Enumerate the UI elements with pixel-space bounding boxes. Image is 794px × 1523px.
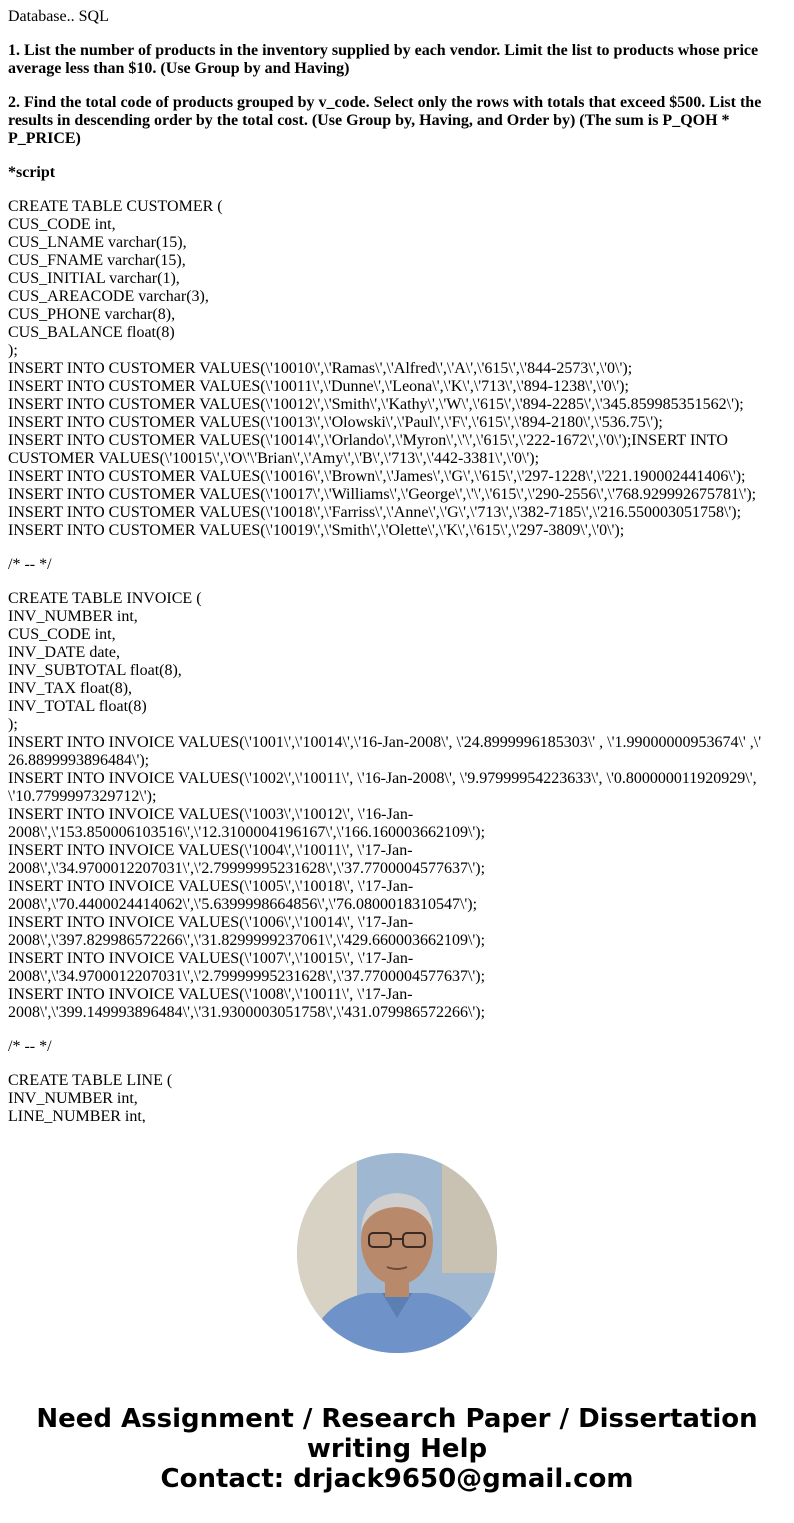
- code-line: INSERT INTO CUSTOMER VALUES(\'10012\',\'Smith\',\'Kathy\',\'W\',\'615\',\'894-2285\',\'345.859985351562\');: [8, 396, 744, 413]
- code-line: INSERT INTO CUSTOMER VALUES(\'10017\',\'Williams\',\'George\',\'\',\'615\',\'290-2556\',\'768.929992675781\');: [8, 486, 757, 503]
- code-line: CUS_INITIAL varchar(1),: [8, 270, 180, 287]
- code-line: CUS_CODE int,: [8, 626, 116, 643]
- question-2: 2. Find the total code of products grouped by v_code. Select only the rows with totals that exceed $500. List the results in descending order by the total cost. (Use Group by, Having, and Order by) (The sum is P_QOH * P_PRICE): [8, 94, 762, 147]
- code-line: CUS_PHONE varchar(8),: [8, 306, 176, 323]
- code-line: INSERT INTO INVOICE VALUES(\'1003\',\'10012\', \'16-Jan-2008\',\'153.850006103516\',\'12.3100004196167\',\'166.160003662109\');: [8, 806, 486, 841]
- code-line: INSERT INTO INVOICE VALUES(\'1001\',\'10014\',\'16-Jan-2008\', \'24.8999996185303\' , \'1.99000000953674\' ,\' 26.8899993896484\');: [8, 734, 762, 769]
- code-line: );: [8, 342, 18, 359]
- line-script: [8, 1072, 786, 1123]
- invoice-script: [8, 590, 786, 1022]
- code-line: INSERT INTO INVOICE VALUES(\'1006\',\'10014\', \'17-Jan-2008\',\'397.829986572266\',\'31.8299999237061\',\'429.660003662109\');: [8, 914, 486, 949]
- code-line: INSERT INTO INVOICE VALUES(\'1005\',\'10018\', \'17-Jan-2008\',\'70.4400024414062\',\'5.6399998664856\',\'76.0800018310547\');: [8, 878, 478, 913]
- code-line: INSERT INTO CUSTOMER VALUES(\'10018\',\'Farriss\',\'Anne\',\'G\',\'713\',\'382-7185\',\'216.550003051758\');: [8, 504, 742, 521]
- code-line: CUS_AREACODE varchar(3),: [8, 288, 209, 305]
- footer-banner: [0, 1404, 794, 1494]
- photo-wall-right: [442, 1153, 497, 1273]
- document-title: Database.. SQL: [8, 8, 109, 25]
- code-line: );: [8, 716, 18, 733]
- code-line: LINE_NUMBER int,: [8, 1108, 146, 1123]
- code-line: CUS_CODE int,: [8, 216, 116, 233]
- code-line: INSERT INTO INVOICE VALUES(\'1004\',\'10011\', \'17-Jan-2008\',\'34.9700012207031\',\'2.79999995231628\',\'37.7700004577637\');: [8, 842, 486, 877]
- code-line: INSERT INTO INVOICE VALUES(\'1002\',\'10011\', \'16-Jan-2008\', \'9.97999954223633\', \'0.800000011920929\', \'10.7799997329712\');: [8, 770, 757, 805]
- separator: /* -- */: [8, 1038, 52, 1055]
- code-line: INSERT INTO CUSTOMER VALUES(\'10011\',\'Dunne\',\'Leona\',\'K\',\'713\',\'894-1238\',\'0\');: [8, 378, 629, 395]
- footer-contact-text: Contact: drjack9650@gmail.com: [160, 1464, 634, 1494]
- code-line: INV_TAX float(8),: [8, 680, 133, 697]
- code-line: CUS_BALANCE float(8): [8, 324, 175, 341]
- code-line: CREATE TABLE INVOICE (: [8, 590, 202, 607]
- footer-help-text: Need Assignment / Research Paper / Dissertation writing Help: [36, 1404, 758, 1464]
- code-line: INSERT INTO INVOICE VALUES(\'1008\',\'10011\', \'17-Jan-2008\',\'399.149993896484\',\'31.9300003051758\',\'431.079986572266\');: [8, 986, 486, 1021]
- code-line: CUS_FNAME varchar(15),: [8, 252, 186, 269]
- code-line: CUS_LNAME varchar(15),: [8, 234, 187, 251]
- document-body: [8, 8, 786, 1123]
- code-line: INSERT INTO CUSTOMER VALUES(\'10016\',\'Brown\',\'James\',\'G\',\'615\',\'297-1228\',\'221.190002441406\');: [8, 468, 746, 485]
- code-line: INV_DATE date,: [8, 644, 120, 661]
- code-line: INV_SUBTOTAL float(8),: [8, 662, 182, 679]
- customer-script: [8, 198, 786, 540]
- author-portrait-image: [297, 1153, 497, 1353]
- code-line: INSERT INTO CUSTOMER VALUES(\'10014\',\'Orlando\',\'Myron\',\'\',\'615\',\'222-1672\',\'0\');INSERT INTO CUSTOMER VALUES(\'10015\',\'O\'\'Brian\',\'Amy\',\'B\',\'713\',\'442-3381\',\'0\');: [8, 432, 728, 467]
- code-line: INV_TOTAL float(8): [8, 698, 147, 715]
- code-line: INSERT INTO CUSTOMER VALUES(\'10019\',\'Smith\',\'Olette\',\'K\',\'615\',\'297-3809\',\'0\');: [8, 522, 625, 539]
- code-line: INV_NUMBER int,: [8, 608, 138, 625]
- code-line: INSERT INTO INVOICE VALUES(\'1007\',\'10015\', \'17-Jan-2008\',\'34.9700012207031\',\'2.79999995231628\',\'37.7700004577637\');: [8, 950, 486, 985]
- script-label: *script: [8, 164, 56, 181]
- code-line: CREATE TABLE CUSTOMER (: [8, 198, 223, 215]
- author-photo: [297, 1153, 497, 1353]
- question-1: 1. List the number of products in the inventory supplied by each vendor. Limit the list to products whose price average less than $10. (Use Group by and Having): [8, 42, 759, 77]
- code-line: INV_NUMBER int,: [8, 1090, 138, 1107]
- code-line: INSERT INTO CUSTOMER VALUES(\'10010\',\'Ramas\',\'Alfred\',\'A\',\'615\',\'844-2573\',\'0\');: [8, 360, 633, 377]
- code-line: CREATE TABLE LINE (: [8, 1072, 173, 1089]
- code-line: INSERT INTO CUSTOMER VALUES(\'10013\',\'Olowski\',\'Paul\',\'F\',\'615\',\'894-2180\',\'536.75\');: [8, 414, 663, 431]
- separator: /* -- */: [8, 556, 52, 573]
